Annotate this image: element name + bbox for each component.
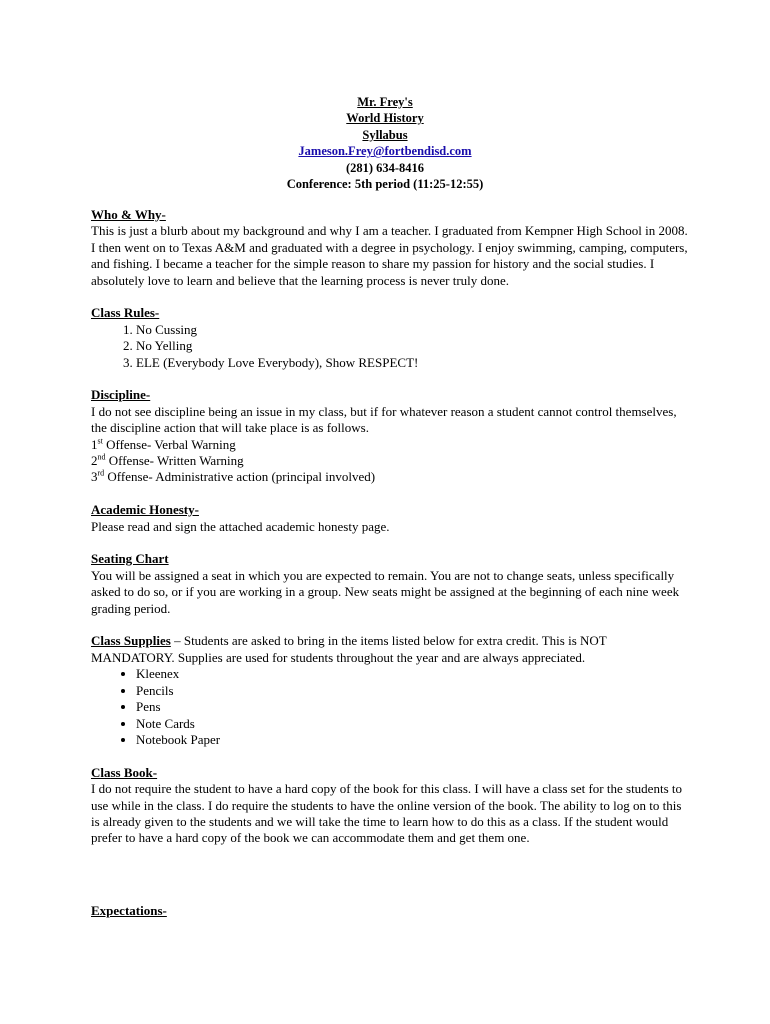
syllabus-header xyxy=(0,94,770,192)
rules-list xyxy=(91,322,691,371)
who-heading: Who & Why- xyxy=(91,207,166,222)
supply-item: • Note Cards xyxy=(136,716,691,732)
email-link[interactable]: Jameson.Frey@fortbendisd.com xyxy=(298,144,472,159)
book-body: I do not require the student to have a hard copy of the book for this class. I will have a class set for the students to use while in the class. I do require the students to have the online version of the book. The ability to log on to this is already given to the students and we will take the time to learn how to do this as a class. If the student would prefer to have a hard copy of the book we can accommodate them and get them one. xyxy=(91,781,682,846)
rule-item: 1. No Cussing xyxy=(136,322,691,338)
course-title: World History xyxy=(346,111,424,126)
discipline-heading: Discipline- xyxy=(91,387,151,403)
who-section xyxy=(91,207,691,289)
honesty-heading: Academic Honesty- xyxy=(91,502,199,518)
rules-heading: Class Rules- xyxy=(91,305,160,321)
offense-line: 3rd Offense- Administrative action (principal involved) xyxy=(91,469,376,485)
supply-item: • Pens xyxy=(136,699,691,715)
seating-heading: Seating Chart xyxy=(91,551,169,567)
seating-section xyxy=(91,551,691,617)
book-heading: Class Book- xyxy=(91,764,158,780)
supplies-section xyxy=(91,633,691,748)
supplies-paragraph xyxy=(91,633,691,666)
book-section xyxy=(91,765,691,847)
seating-body: You will be assigned a seat in which you are expected to remain. You are not to change seats, unless specifically asked to do so, or if you are working in a group. New seats might be assigned at the beginning of each nine week grading period. xyxy=(91,567,680,616)
supply-item: • Pencils xyxy=(136,683,691,699)
supplies-list xyxy=(91,666,691,748)
who-body: This is just a blurb about my background and why I am a teacher. I graduated from Kempner High School in 2008. I then went on to Texas A&M and graduated with a degree in psychology. I enjoy swimming, camping, computers, and fishing. I became a teacher for the simple reason to share my passion for history and the social studies. I absolutely love to learn and believe that the learning process is never truly done. xyxy=(91,223,688,288)
rules-section xyxy=(91,305,691,371)
document-title: Syllabus xyxy=(362,127,408,142)
teacher-name: Mr. Frey's xyxy=(357,95,413,109)
honesty-section xyxy=(91,502,691,535)
offense-line: 1st Offense- Verbal Warning xyxy=(91,436,236,452)
rule-item: 3. ELE (Everybody Love Everybody), Show RESPECT! xyxy=(136,355,691,371)
syllabus-content xyxy=(91,207,691,936)
rule-item: 2. No Yelling xyxy=(136,338,691,354)
phone-number: (281) 634-8416 xyxy=(345,160,425,175)
discipline-body: I do not see discipline being an issue in my class, but if for whatever reason a student cannot control themselves, the discipline action that will take place is as follows. xyxy=(91,403,677,436)
expectations-heading: Expectations- xyxy=(91,903,167,919)
expectations-section xyxy=(91,903,691,919)
supplies-heading: Class Supplies xyxy=(91,633,171,649)
offense-line: 2nd Offense- Written Warning xyxy=(91,452,244,469)
supply-item: • Kleenex xyxy=(136,666,691,682)
supplies-body: – Students are asked to bring in the items listed below for extra credit. This is NOT MANDATORY. Supplies are used for students throughout the year and are always appreciated. xyxy=(91,633,607,665)
discipline-section xyxy=(91,387,691,485)
blank-space xyxy=(91,863,691,903)
honesty-body: Please read and sign the attached academic honesty page. xyxy=(91,518,390,534)
supply-item: • Notebook Paper xyxy=(136,732,691,748)
conference-period: Conference: 5th period (11:25-12:55) xyxy=(286,177,484,192)
